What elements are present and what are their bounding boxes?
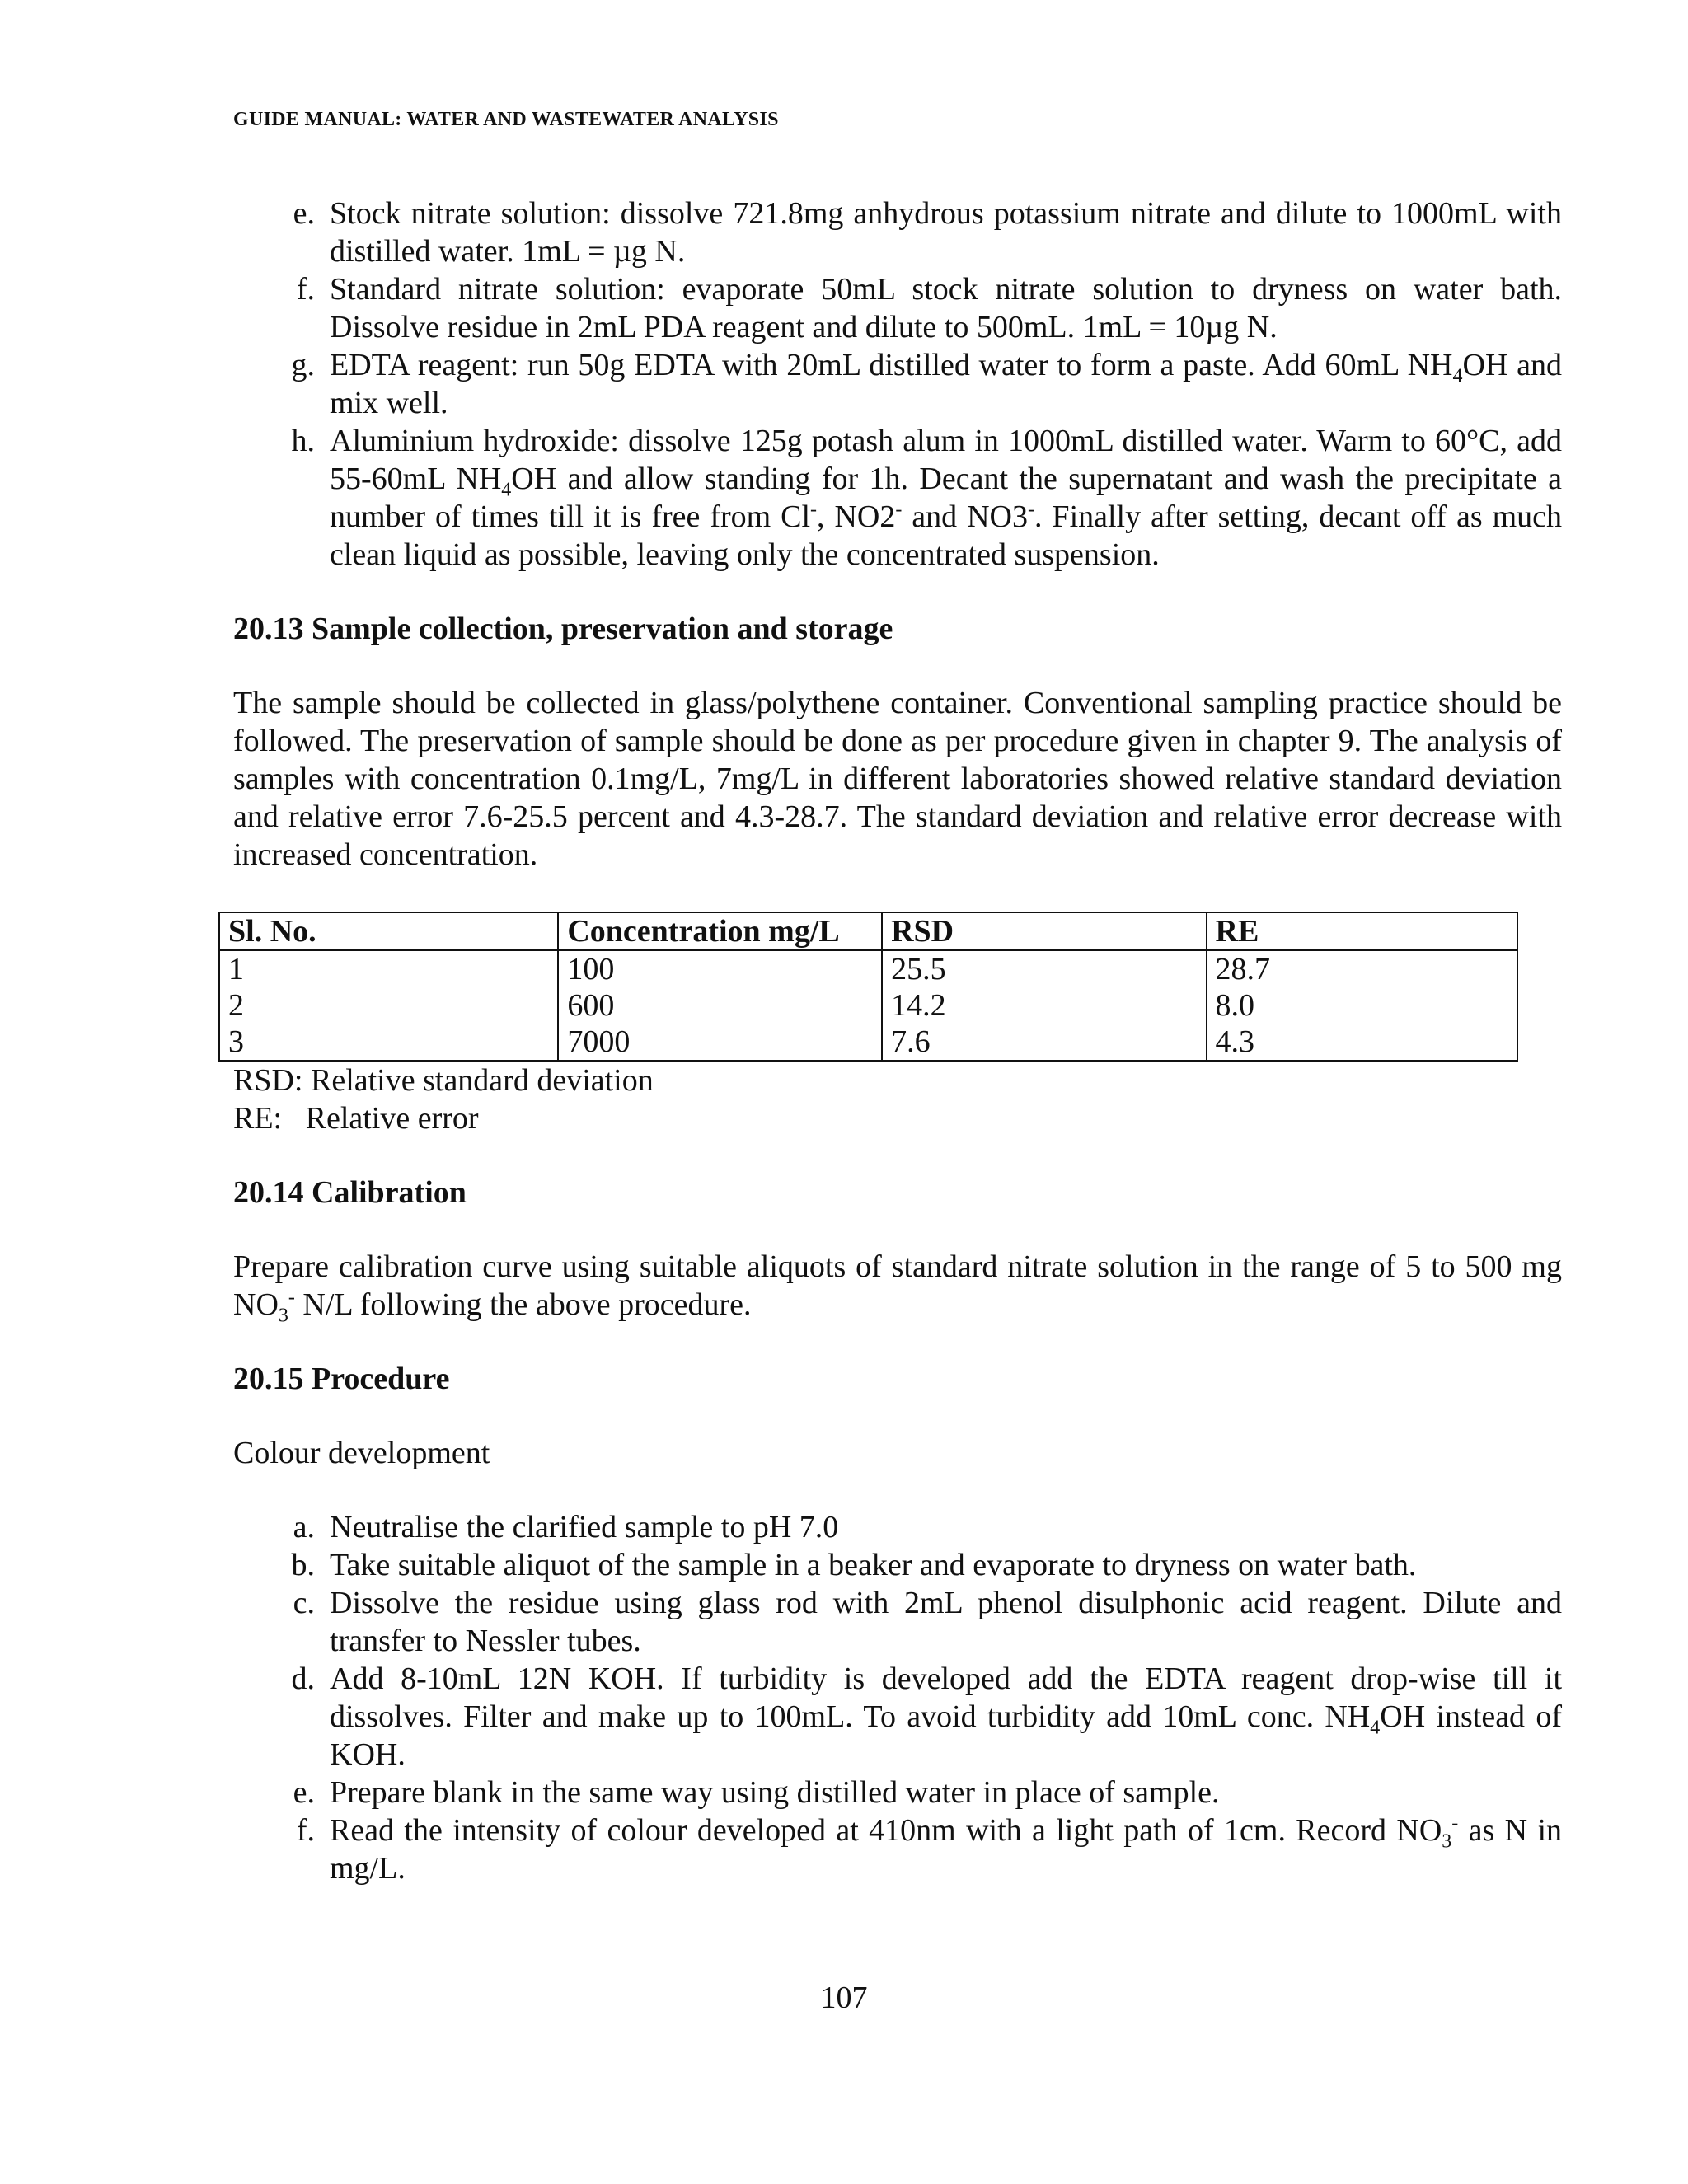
- text-run: OH and allow standing for 1h. Decant the supernatant and wash the precipitate a number of times till it is free from Cl: [330, 462, 1562, 534]
- list-item-text: Prepare blank in the same way using distilled water in place of sample.: [330, 1775, 1220, 1810]
- table-cell: 28.7: [1207, 950, 1517, 987]
- table-header-row: [219, 912, 1517, 950]
- superscript: -: [1451, 1812, 1459, 1835]
- list-item-text: [330, 1660, 1562, 1774]
- reagent-list: [233, 194, 1562, 574]
- subscript: 4: [1370, 1717, 1381, 1739]
- list-marker: f.: [296, 272, 315, 307]
- running-header: GUIDE MANUAL: WATER AND WASTEWATER ANALYSIS: [233, 109, 779, 130]
- list-item: [233, 1811, 1562, 1887]
- text-run: . Finally after setting, decant off as much clean liquid as possible, leaving only the concentrated suspension.: [330, 499, 1562, 572]
- list-marker: c.: [293, 1586, 315, 1620]
- subscript: 4: [501, 479, 512, 501]
- superscript: -: [895, 499, 903, 521]
- list-item-text: Neutralise the clarified sample to pH 7.0: [330, 1510, 839, 1544]
- text-run: EDTA reagent: run 50g EDTA with 20mL distilled water to form a paste. Add 60mL NH: [330, 348, 1453, 382]
- list-marker: f.: [296, 1813, 315, 1848]
- calibration-paragraph: [233, 1248, 1562, 1327]
- section-heading-20-15: 20.15 Procedure: [233, 1361, 450, 1396]
- list-item-text: [330, 1811, 1562, 1887]
- text-run: Prepare calibration curve using suitable aliquots of standard nitrate solution in the range of 5 to 500 mg NO: [233, 1249, 1562, 1322]
- list-item: [233, 422, 1562, 574]
- table-cell: 25.5: [882, 950, 1206, 987]
- text-run: and NO3: [902, 499, 1028, 534]
- list-item: [233, 1508, 1562, 1546]
- column-header: Concentration mg/L: [558, 912, 882, 950]
- text-run: , NO2: [817, 499, 896, 534]
- table-cell: 7.6: [882, 1024, 1206, 1061]
- list-marker: b.: [291, 1548, 315, 1582]
- column-header: RE: [1207, 912, 1517, 950]
- table-cell: 7000: [558, 1024, 882, 1061]
- text-run: OH instead of KOH.: [330, 1699, 1562, 1772]
- list-item: [233, 346, 1562, 422]
- table-row: [219, 950, 1517, 987]
- subscript: 3: [278, 1305, 288, 1327]
- table-cell: 4.3: [1207, 1024, 1517, 1061]
- text-run: OH and mix well.: [330, 348, 1562, 420]
- list-item-text: [330, 346, 1562, 422]
- list-marker: g.: [291, 348, 315, 382]
- list-item-text: [330, 422, 1562, 574]
- list-item: [233, 1774, 1562, 1811]
- table-legend-rsd: RSD: Relative standard deviation: [233, 1063, 654, 1098]
- section-heading-20-14: 20.14 Calibration: [233, 1175, 467, 1210]
- procedure-list: [233, 1508, 1562, 1887]
- section-heading-20-13: 20.13 Sample collection, preservation and storage: [233, 612, 893, 646]
- list-item: [233, 194, 1562, 270]
- table-cell: 2: [219, 987, 558, 1024]
- list-marker: a.: [293, 1510, 315, 1544]
- colour-development-label: Colour development: [233, 1436, 490, 1470]
- table-legend-re: RE: Relative error: [233, 1101, 479, 1136]
- list-marker: d.: [291, 1661, 315, 1696]
- sample-collection-paragraph: The sample should be collected in glass/polythene container. Conventional sampling practice should be followed. The preservation of sample should be done as per procedure given in chapter 9. The analysis of samples with concentration 0.1mg/L, 7mg/L in different laboratories showed relative standard deviation and relative error 7.6-25.5 percent and 4.3-28.7. The standard deviation and relative error decrease with increased concentration.: [233, 686, 1562, 872]
- list-marker: e.: [293, 196, 315, 231]
- superscript: -: [1028, 499, 1034, 521]
- list-item: [233, 1584, 1562, 1660]
- text-run: Add 8-10mL 12N KOH. If turbidity is developed add the EDTA reagent drop-wise till it dissolves. Filter and make up to 100mL. To avoid turbidity add 10mL conc. NH: [330, 1661, 1562, 1734]
- table-row: [219, 987, 1517, 1024]
- page-number: 107: [820, 1980, 868, 2015]
- list-marker: h.: [291, 424, 315, 458]
- list-item-text: Dissolve the residue using glass rod with 2mL phenol disulphonic acid reagent. Dilute and transfer to Nessler tubes.: [330, 1586, 1562, 1658]
- list-item: [233, 1546, 1562, 1584]
- table-cell: 3: [219, 1024, 558, 1061]
- table-cell: 100: [558, 950, 882, 987]
- list-item-text: Standard nitrate solution: evaporate 50mL stock nitrate solution to dryness on water bath. Dissolve residue in 2mL PDA reagent and dilute to 500mL. 1mL = 10µg N.: [330, 272, 1562, 344]
- list-item-text: Stock nitrate solution: dissolve 721.8mg anhydrous potassium nitrate and dilute to 1000mL with distilled water. 1mL = µg N.: [330, 196, 1562, 269]
- list-item: [233, 270, 1562, 346]
- superscript: -: [288, 1286, 295, 1309]
- page-content: [228, 194, 1562, 1887]
- column-header: Sl. No.: [219, 912, 558, 950]
- column-header: RSD: [882, 912, 1206, 950]
- text-run: N/L following the above procedure.: [294, 1287, 752, 1322]
- list-item-text: Take suitable aliquot of the sample in a beaker and evaporate to dryness on water bath.: [330, 1548, 1417, 1582]
- text-run: Read the intensity of colour developed at 410nm with a light path of 1cm. Record NO: [330, 1813, 1442, 1848]
- list-marker: e.: [293, 1775, 315, 1810]
- precision-table: [218, 912, 1518, 1062]
- superscript: -: [810, 499, 818, 521]
- text-run: Aluminium hydroxide: dissolve 125g potash alum in 1000mL distilled water. Warm to 60°C, add 55-60mL NH: [330, 424, 1562, 496]
- table-cell: 8.0: [1207, 987, 1517, 1024]
- subscript: 4: [1452, 365, 1463, 387]
- text-run: as N in mg/L.: [330, 1813, 1562, 1886]
- list-item: [233, 1660, 1562, 1774]
- table-cell: 1: [219, 950, 558, 987]
- table-row: [219, 1024, 1517, 1061]
- subscript: 3: [1442, 1830, 1452, 1853]
- table-cell: 600: [558, 987, 882, 1024]
- table-cell: 14.2: [882, 987, 1206, 1024]
